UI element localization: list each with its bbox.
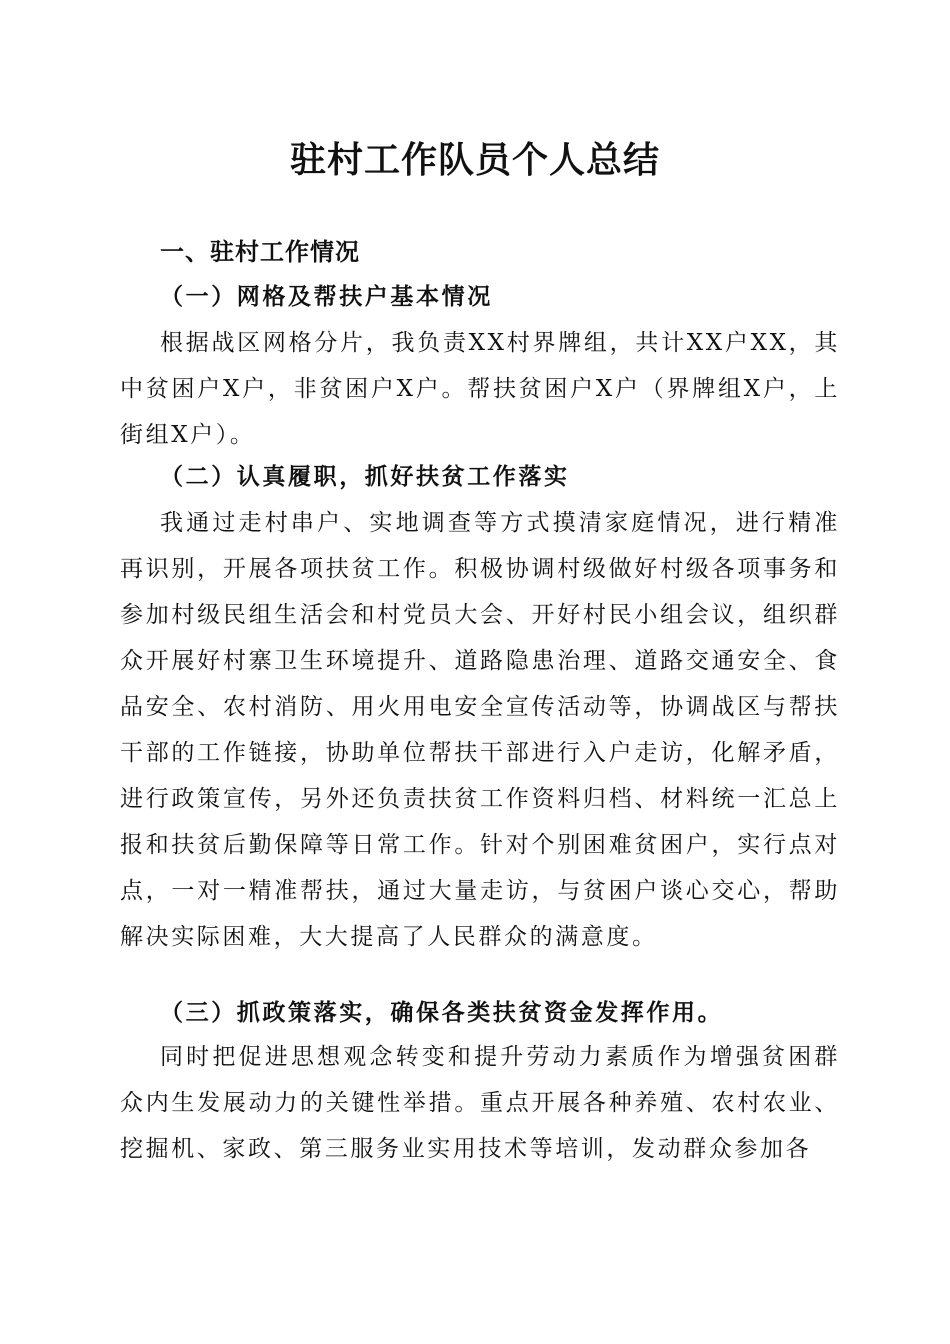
paragraph-policy-implementation: 同时把促进思想观念转变和提升劳动力素质作为增强贫困群众内生发展动力的关键性举措。重点开展各种养殖、农村农业、挖掘机、家政、第三服务业实用技术等培训，发动群众参加各 [120,1044,840,1162]
subheading-grid-households: （一）网格及帮扶户基本情况 [160,283,493,310]
subheading-policy-implementation: （三）抓政策落实，确保各类扶贫资金发挥作用。 [160,999,724,1026]
subheading-duty-fulfillment: （二）认真履职，抓好扶贫工作落实 [160,463,570,490]
paragraph-grid-households: 根据战区网格分片，我负责XX村界牌组，共计XX户XX，其中贫困户X户，非贫困户X户。帮扶贫困户X户（界牌组X户，上街组X户）。 [120,330,840,448]
section-heading-village-work: 一、驻村工作情况 [160,238,360,266]
paragraph-duty-fulfillment: 我通过走村串户、实地调查等方式摸清家庭情况，进行精准再识别，开展各项扶贫工作。积极协调村级做好村级各项事务和参加村级民组生活会和村党员大会、开好村民小组会议，组织群众开展好村寨卫生环境提升、道路隐患治理、道路交通安全、食品安全、农村消防、用火用电安全宣传活动等，协调战区与帮扶干部的工作链接，协助单位帮扶干部进行入户走访，化解矛盾，进行政策宣传，另外还负责扶贫工作资料归档、材料统一汇总上报和扶贫后勤保障等日常工作。针对个别困难贫困户，实行点对点，一对一精准帮扶，通过大量走访，与贫困户谈心交心，帮助解决实际困难，大大提高了人民群众的满意度。 [120,510,840,950]
document-title: 驻村工作队员个人总结 [289,139,660,181]
